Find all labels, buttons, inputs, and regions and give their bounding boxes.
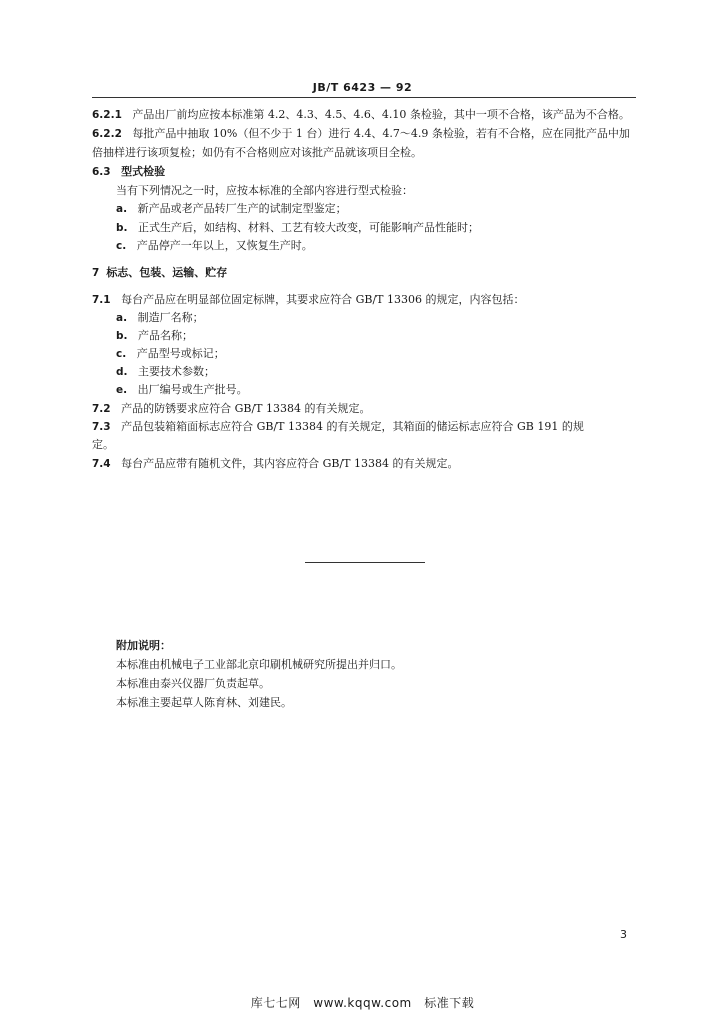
clause-number: 7.3 (92, 421, 111, 433)
section-divider (305, 562, 425, 563)
clause-text: 产品的防锈要求应符合 GB/T 13384 的有关规定。 (121, 402, 371, 415)
clause-text: 每批产品中抽取 10%（但不少于 1 台）进行 4.4、4.7～4.9 条检验，若有不合格，应在同批产品中加 (132, 127, 630, 140)
list-text: 新产品或老产品转厂生产的试制定型鉴定； (137, 202, 347, 215)
clause-number: 7.4 (92, 458, 111, 470)
list-text: 正式生产后，如结构、材料、工艺有较大改变，可能影响产品性能时； (138, 221, 480, 234)
clause-text: 每台产品应带有随机文件，其内容应符合 GB/T 13384 的有关规定。 (121, 457, 459, 470)
section-title: 型式检验 (121, 165, 166, 178)
list-text: 主要技术参数； (138, 365, 216, 378)
clause-7-2 (92, 402, 371, 416)
page-number: 3 (620, 928, 627, 941)
clause-7-3 (92, 420, 584, 434)
document-code-header: JB/T 6423 — 92 (312, 81, 413, 94)
chapter-7-heading (92, 266, 227, 280)
watermark-footer: 库七七网 www.kqqw.com 标准下载 (250, 996, 475, 1010)
list-item (116, 347, 225, 361)
clause-7-3-continued: 定。 (92, 438, 114, 451)
appendix-line: 本标准由泰兴仪器厂负责起草。 (116, 677, 270, 690)
header-rule (92, 97, 636, 98)
chapter-number: 7 (92, 267, 100, 279)
list-marker: a. (116, 203, 128, 215)
list-item (116, 365, 215, 379)
chapter-title: 标志、包装、运输、贮存 (106, 266, 228, 279)
list-item (116, 311, 204, 325)
clause-number: 7.1 (92, 294, 111, 306)
list-marker: b. (116, 330, 128, 342)
clause-text: 产品出厂前均应按本标准第 4.2、4.3、4.5、4.6、4.10 条检验，其中一项不合格，该产品为不合格。 (132, 108, 630, 121)
appendix-title: 附加说明： (116, 639, 171, 652)
list-text: 制造厂名称； (137, 311, 204, 324)
appendix-line: 本标准由机械电子工业部北京印刷机械研究所提出并归口。 (116, 658, 402, 671)
section-6-3-heading (92, 165, 165, 179)
list-marker: c. (116, 240, 127, 252)
list-item (116, 221, 479, 235)
clause-number: 6.2.2 (92, 128, 122, 140)
list-item (116, 329, 193, 343)
list-text: 产品型号或标记； (136, 347, 225, 360)
list-text: 出厂编号或生产批号。 (137, 383, 248, 396)
clause-number: 6.2.1 (92, 109, 122, 121)
clause-7-4 (92, 457, 459, 471)
list-marker: b. (116, 222, 128, 234)
appendix-line: 本标准主要起草人陈育林、刘建民。 (116, 696, 292, 709)
list-marker: c. (116, 348, 127, 360)
list-text: 产品停产一年以上，又恢复生产时。 (136, 239, 313, 252)
clause-text: 每台产品应在明显部位固定标牌，其要求应符合 GB/T 13306 的规定，内容包括： (121, 293, 525, 306)
clause-text: 产品包装箱箱面标志应符合 GB/T 13384 的有关规定，其箱面的储运标志应符合 GB 191 的规 (121, 420, 584, 433)
list-marker: a. (116, 312, 128, 324)
list-item (116, 239, 313, 253)
clause-6-2-2-continued: 倍抽样进行该项复检；如仍有不合格则应对该批产品就该项目全检。 (92, 146, 422, 159)
clause-6-2-1 (92, 108, 630, 122)
list-marker: e. (116, 384, 128, 396)
clause-7-1 (92, 293, 525, 307)
list-text: 产品名称； (138, 329, 194, 342)
list-marker: d. (116, 366, 128, 378)
type-test-intro: 当有下列情况之一时，应按本标准的全部内容进行型式检验： (116, 184, 413, 197)
list-item (116, 202, 347, 216)
clause-6-2-2 (92, 127, 630, 141)
list-item (116, 383, 248, 397)
section-number: 6.3 (92, 166, 111, 178)
clause-number: 7.2 (92, 403, 111, 415)
